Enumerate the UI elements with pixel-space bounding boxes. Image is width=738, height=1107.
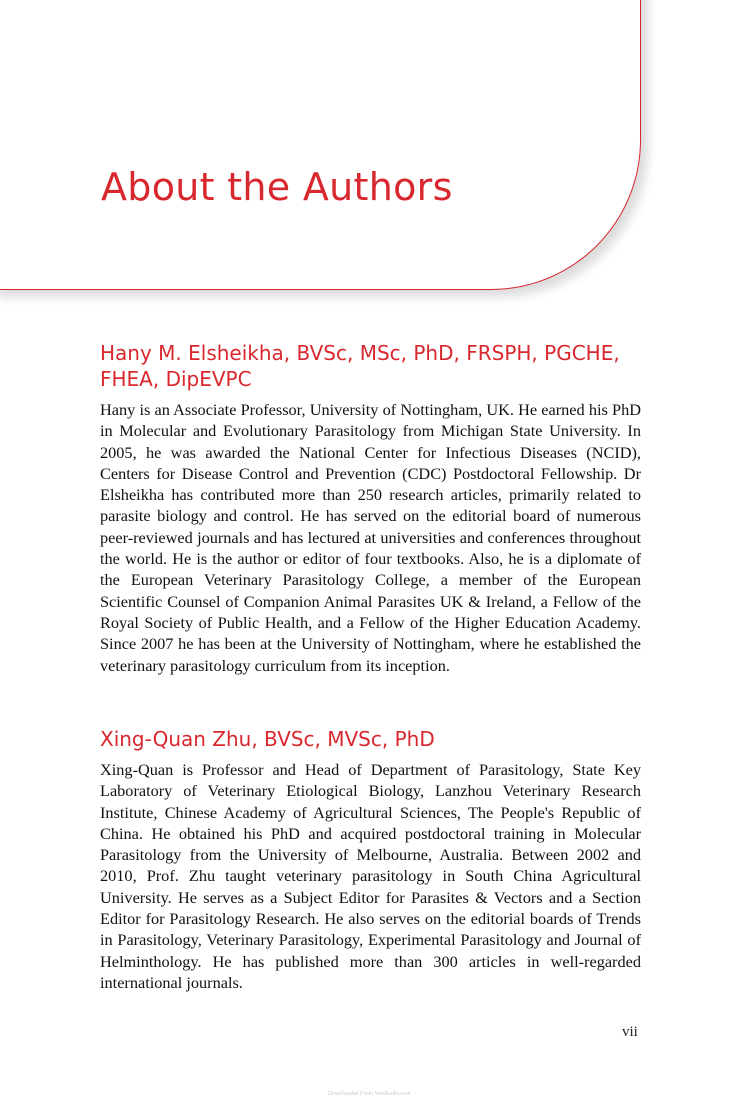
author-name: Hany M. Elsheikha, BVSc, MSc, PhD, FRSPH, PGCHE, FHEA, DipEVPC bbox=[100, 341, 620, 391]
author-section-elsheikha bbox=[100, 340, 641, 676]
author-section-zhu bbox=[100, 726, 641, 993]
page-title: About the Authors bbox=[101, 165, 453, 209]
page-number: vii bbox=[622, 1024, 638, 1040]
footer-watermark: Downloaded From VetsBooks.com bbox=[327, 1091, 411, 1097]
author-bio: Hany is an Associate Professor, University of Nottingham, UK. He earned his PhD in Molecular and Evolutionary Parasitology from Michigan State University. In 2005, he was awarded the National Center for Infectious Diseases (NCID), Centers for Disease Control and Prevention (CDC) Postdoctoral Fellowship. Dr Elsheikha has contributed more than 250 research articles, primarily related to parasite biology and control. He has served on the editorial board of numerous peer-reviewed journals and has lectured at universities and conferences throughout the world. He is the author or editor of four textbooks. Also, he is a diplomate of the European Veterinary Parasitology College, a member of the European Scientific Counsel of Companion Animal Parasites UK & Ireland, a Fellow of the Royal Society of Public Health, and a Fellow of the Higher Education Academy. Since 2007 he has been at the University of Nottingham, where he established the veterinary parasitology curriculum from its inception. bbox=[100, 400, 641, 675]
author-bio: Xing-Quan is Professor and Head of Department of Parasitology, State Key Laboratory of Veterinary Etiological Biology, Lanzhou Veterinary Research Institute, Chinese Academy of Agricultural Sciences, The People's Republic of China. He obtained his PhD and acquired postdoctoral training in Molecular Parasitology from the University of Melbourne, Australia. Between 2002 and 2010, Prof. Zhu taught veterinary parasitology in South China Agricultural University. He serves as a Subject Editor for Parasites & Vectors and a Section Editor for Parasitology Research. He also serves on the editorial boards of Trends in Parasitology, Veterinary Parasitology, Experimental Parasitology and Journal of Helminthology. He has published more than 300 articles in well-regarded international journals. bbox=[100, 760, 641, 992]
header-panel bbox=[0, 0, 641, 290]
author-name: Xing-Quan Zhu, BVSc, MVSc, PhD bbox=[100, 727, 435, 751]
